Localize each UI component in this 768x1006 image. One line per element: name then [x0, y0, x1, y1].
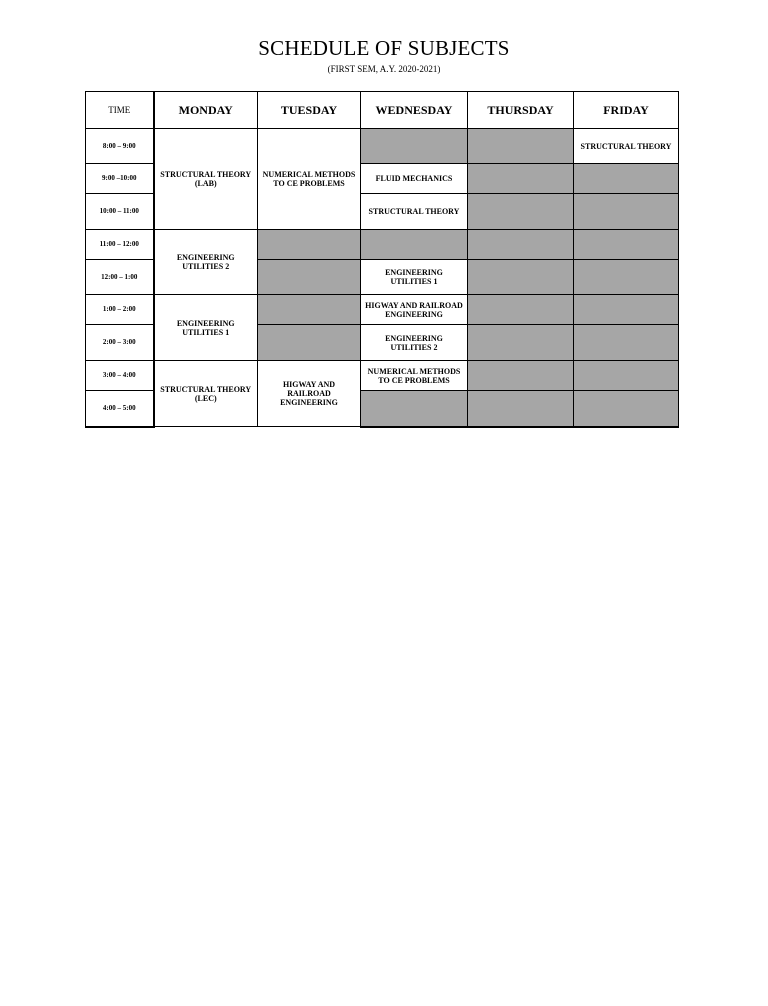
tuesday-empty-cell: [258, 295, 361, 325]
friday-subject-cell: STRUCTURAL THEORY: [574, 129, 679, 164]
monday-subject-cell: ENGINEERING UTILITIES 2: [154, 230, 258, 295]
friday-empty-cell: [574, 391, 679, 427]
monday-subject-cell: STRUCTURAL THEORY (LAB): [154, 129, 258, 230]
tuesday-empty-cell: [258, 260, 361, 295]
thursday-empty-cell: [468, 230, 574, 260]
friday-empty-cell: [574, 295, 679, 325]
table-row: [86, 361, 679, 391]
wednesday-empty-cell: [361, 129, 468, 164]
monday-subject-cell: STRUCTURAL THEORY (LEC): [154, 361, 258, 427]
tuesday-subject-cell: HIGWAY AND RAILROAD ENGINEERING: [258, 361, 361, 427]
monday-subject-cell: ENGINEERING UTILITIES 1: [154, 295, 258, 361]
column-header-friday: FRIDAY: [574, 92, 679, 129]
schedule-table: [85, 91, 679, 428]
thursday-empty-cell: [468, 260, 574, 295]
friday-empty-cell: [574, 164, 679, 194]
thursday-empty-cell: [468, 295, 574, 325]
thursday-empty-cell: [468, 325, 574, 361]
table-row: [86, 295, 679, 325]
thursday-empty-cell: [468, 361, 574, 391]
friday-empty-cell: [574, 194, 679, 230]
time-cell: 2:00 – 3:00: [86, 325, 154, 361]
friday-empty-cell: [574, 260, 679, 295]
column-header-time: TIME: [86, 92, 154, 129]
time-cell: 8:00 – 9:00: [86, 129, 154, 164]
header-row: [86, 92, 679, 129]
time-cell: 12:00 – 1:00: [86, 260, 154, 295]
time-cell: 10:00 – 11:00: [86, 194, 154, 230]
column-header-tuesday: TUESDAY: [258, 92, 361, 129]
table-row: [86, 230, 679, 260]
wednesday-subject-cell: NUMERICAL METHODS TO CE PROBLEMS: [361, 361, 468, 391]
column-header-wednesday: WEDNESDAY: [361, 92, 468, 129]
wednesday-subject-cell: ENGINEERING UTILITIES 1: [361, 260, 468, 295]
friday-empty-cell: [574, 230, 679, 260]
thursday-empty-cell: [468, 391, 574, 427]
wednesday-subject-cell: ENGINEERING UTILITIES 2: [361, 325, 468, 361]
time-cell: 1:00 – 2:00: [86, 295, 154, 325]
time-cell: 4:00 – 5:00: [86, 391, 154, 427]
column-header-monday: MONDAY: [154, 92, 258, 129]
time-cell: 3:00 – 4:00: [86, 361, 154, 391]
wednesday-subject-cell: FLUID MECHANICS: [361, 164, 468, 194]
wednesday-subject-cell: STRUCTURAL THEORY: [361, 194, 468, 230]
time-cell: 9:00 –10:00: [86, 164, 154, 194]
tuesday-empty-cell: [258, 325, 361, 361]
time-cell: 11:00 – 12:00: [86, 230, 154, 260]
tuesday-empty-cell: [258, 230, 361, 260]
thursday-empty-cell: [468, 194, 574, 230]
wednesday-subject-cell: HIGWAY AND RAILROAD ENGINEERING: [361, 295, 468, 325]
friday-empty-cell: [574, 325, 679, 361]
wednesday-empty-cell: [361, 391, 468, 427]
table-row: [86, 129, 679, 164]
column-header-thursday: THURSDAY: [468, 92, 574, 129]
page-subtitle: (FIRST SEM, A.Y. 2020-2021): [327, 64, 441, 74]
page-title: SCHEDULE OF SUBJECTS: [258, 36, 510, 60]
thursday-empty-cell: [468, 164, 574, 194]
friday-empty-cell: [574, 361, 679, 391]
wednesday-empty-cell: [361, 230, 468, 260]
tuesday-subject-cell: NUMERICAL METHODS TO CE PROBLEMS: [258, 129, 361, 230]
thursday-empty-cell: [468, 129, 574, 164]
